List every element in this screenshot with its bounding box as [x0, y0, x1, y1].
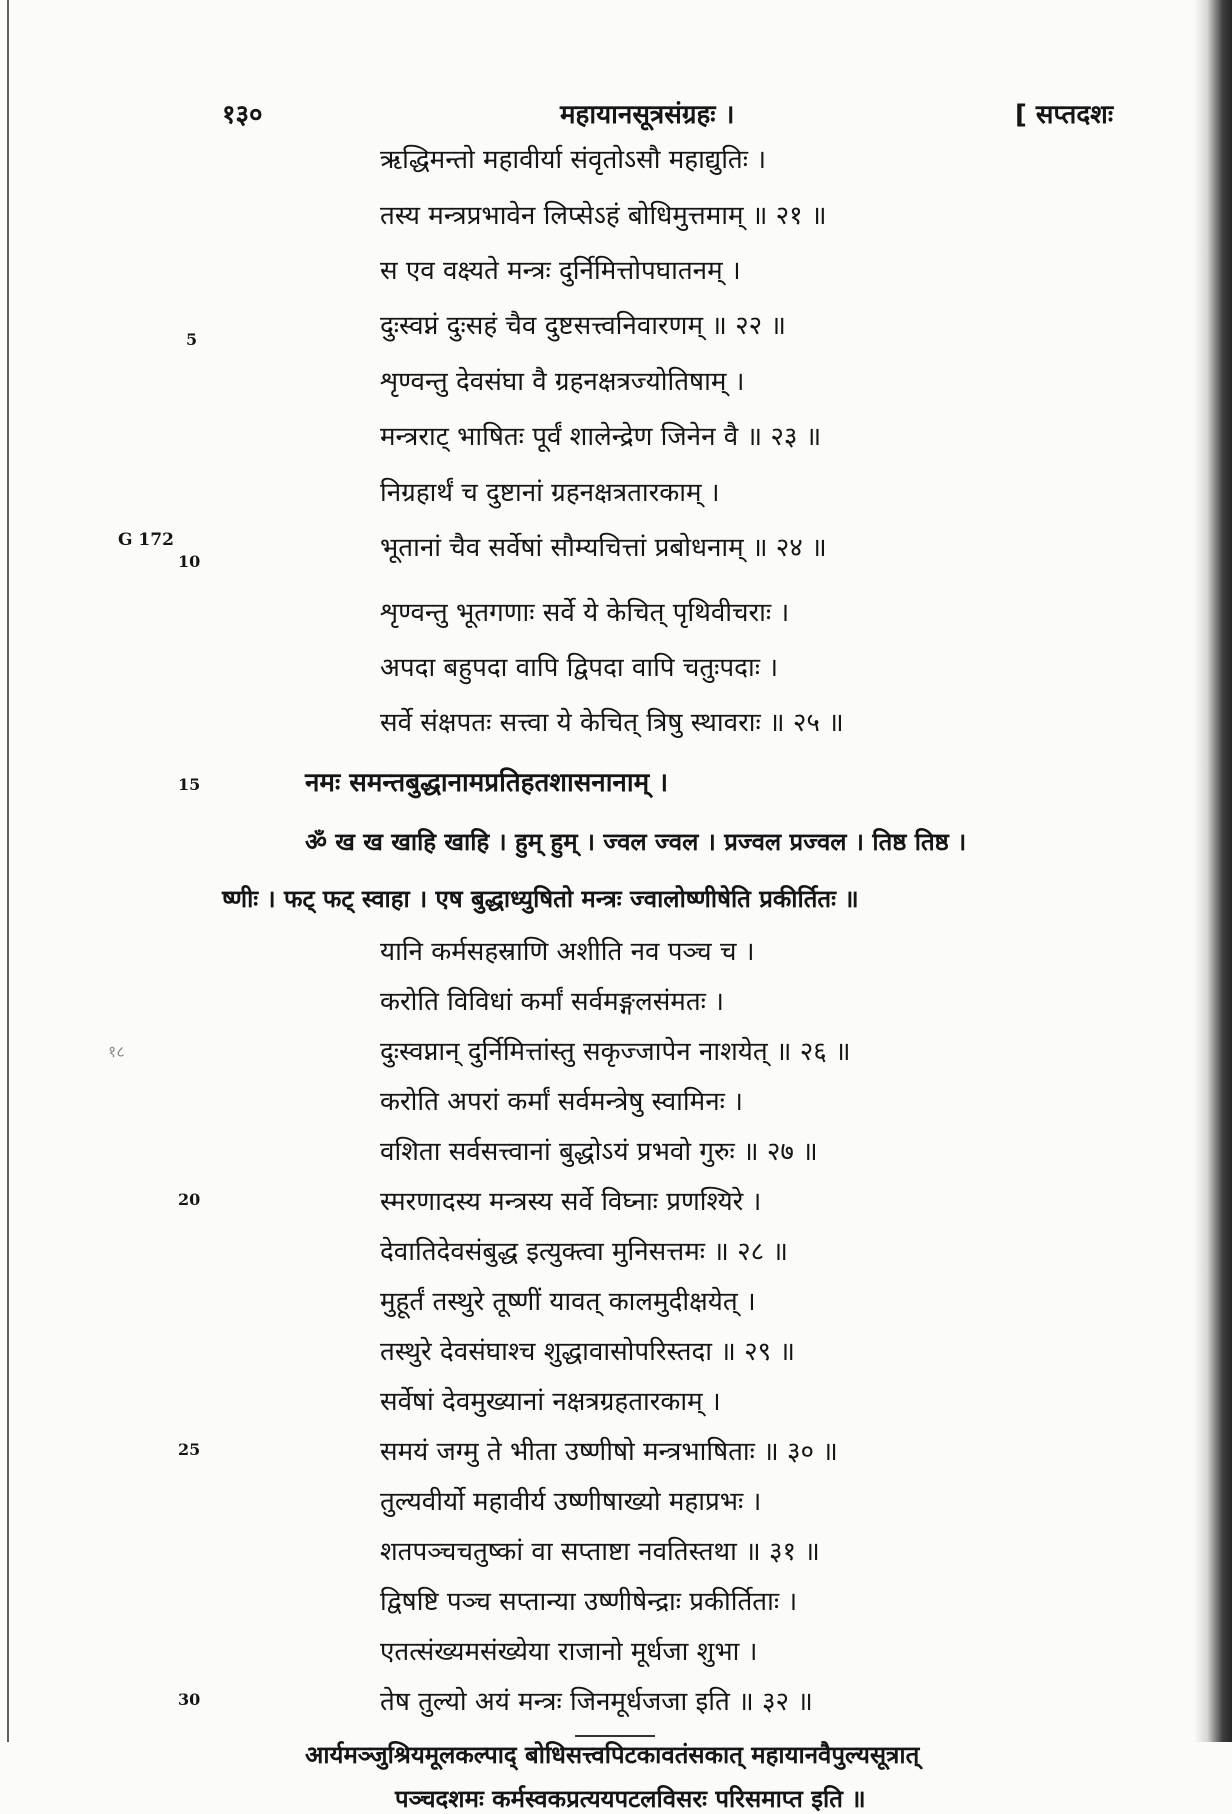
verse-line: स्मरणादस्य मन्त्रस्य सर्वे विघ्नाः प्रणश्यिरे । [380, 1187, 762, 1217]
verse-line: मुहूर्तं तस्थुरे तूष्णीं यावत् कालमुदीक्षयेत् । [380, 1287, 756, 1317]
margin-line-number: 20 [178, 1190, 201, 1209]
end-rule [575, 1735, 655, 1737]
margin-line-number: 5 [186, 330, 198, 349]
verse-line: दुःस्वप्नान् दुर्निमित्तांस्तु सकृज्जापेन नाशयेत् ॥ २६ ॥ [380, 1037, 851, 1067]
verse-line: शृण्वन्तु भूतगणाः सर्वे ये केचित् पृथिवीचराः । [380, 598, 790, 628]
verse-line: करोति विविधां कर्मां सर्वमङ्गलसंमतः । [380, 987, 725, 1017]
verse-line: समयं जग्मु ते भीता उष्णीषो मन्त्रभाषिताः ॥ ३० ॥ [380, 1437, 838, 1467]
verse-line: अपदा बहुपदा वापि द्विपदा वापि चतुःपदाः । [380, 653, 779, 683]
verse-line: यानि कर्मसहस्राणि अशीति नव पञ्च च । [380, 937, 755, 967]
verse-line: दुःस्वप्नं दुःसहं चैव दुष्टसत्त्वनिवारणम् ॥ २२ ॥ [380, 311, 786, 341]
mantra-line: ष्णीः । फट् फट् स्वाहा । एष बुद्धाध्युषितो मन्त्रः ज्वालोष्णीषेति प्रकीर्तितः ॥ [222, 885, 859, 913]
colophon-line: पञ्चदशमः कर्मस्वकप्रत्ययपटलविसरः परिसमाप्त इति ॥ [395, 1785, 866, 1813]
verse-line: स एव वक्ष्यते मन्त्रः दुर्निमित्तोपघातनम् । [380, 256, 741, 286]
verse-line: द्विषष्टि पञ्च सप्तान्या उष्णीषेन्द्राः प्रकीर्तिताः । [380, 1587, 798, 1617]
verse-line: सर्वे संक्षपतः सत्त्वा ये केचित् त्रिषु स्थावराः ॥ २५ ॥ [380, 708, 844, 738]
verse-line: मन्त्रराट् भाषितः पूर्वं शालेन्द्रेण जिनेन वै ॥ २३ ॥ [380, 422, 822, 452]
verse-line: शृण्वन्तु देवसंघा वै ग्रहनक्षत्रज्योतिषाम् । [380, 367, 745, 397]
verse-line: वशिता सर्वसत्त्वानां बुद्धोऽयं प्रभवो गुरुः ॥ २७ ॥ [380, 1137, 818, 1167]
verse-line: तस्थुरे देवसंघाश्च शुद्धावासोपरिस्तदा ॥ २९ ॥ [380, 1337, 795, 1367]
margin-line-number: 15 [178, 775, 201, 794]
verse-line: शतपञ्चचतुष्कां वा सप्ताष्टा नवतिस्तथा ॥ ३१ ॥ [380, 1537, 820, 1567]
verse-line: तुल्यवीर्यो महावीर्य उष्णीषाख्यो महाप्रभः । [380, 1487, 762, 1517]
colophon-line: आर्यमञ्जुश्रियमूलकल्पाद् बोधिसत्त्वपिटकावतंसकात् महायानवैपुल्यसूत्रात् [305, 1741, 920, 1769]
margin-line-number: 25 [178, 1440, 201, 1459]
verse-line: निग्रहार्थं च दुष्टानां ग्रहनक्षत्रतारकाम् । [380, 478, 720, 508]
verse-line: करोति अपरां कर्मां सर्वमन्त्रेषु स्वामिनः । [380, 1087, 743, 1117]
chapter-label: [ सप्तदशः [1015, 100, 1114, 130]
verse-line: तस्य मन्त्रप्रभावेन लिप्सेऽहं बोधिमुत्तमाम् ॥ २१ ॥ [380, 201, 827, 231]
verse-line: देवातिदेवसंबुद्ध इत्युक्त्वा मुनिसत्तमः ॥ २८ ॥ [380, 1237, 788, 1267]
mantra-line: ॐ ख ख खाहि खाहि । हुम् हुम् । ज्वल ज्वल । प्रज्वल प्रज्वल । तिष्ठ तिष्ठ । [305, 828, 967, 856]
running-title: महायानसूत्रसंग्रहः । [560, 100, 735, 130]
margin-line-number: 30 [178, 1690, 201, 1709]
margin-smudge: १८ [108, 1042, 125, 1061]
left-margin-rule [7, 0, 9, 1742]
page-number: १३० [222, 100, 263, 130]
manuscript-reference: G 172 [118, 530, 174, 550]
invocation-line: नमः समन्तबुद्धानामप्रतिहतशासनानाम् । [305, 768, 669, 798]
verse-line: भूतानां चैव सर्वेषां सौम्यचित्तां प्रबोधनाम् ॥ २४ ॥ [380, 533, 827, 563]
book-spine-shadow [1194, 0, 1232, 1742]
verse-line: ऋद्धिमन्तो महावीर्या संवृतोऽसौ महाद्युतिः । [380, 145, 767, 175]
verse-line: तेष तुल्यो अयं मन्त्रः जिनमूर्धजजा इति ॥ ३२ ॥ [380, 1687, 813, 1717]
verse-line: सर्वेषां देवमुख्यानां नक्षत्रग्रहतारकाम् । [380, 1387, 721, 1417]
margin-line-number: 10 [178, 552, 201, 571]
verse-line: एतत्संख्यमसंख्येया राजानो मूर्धजा शुभा । [380, 1637, 758, 1667]
